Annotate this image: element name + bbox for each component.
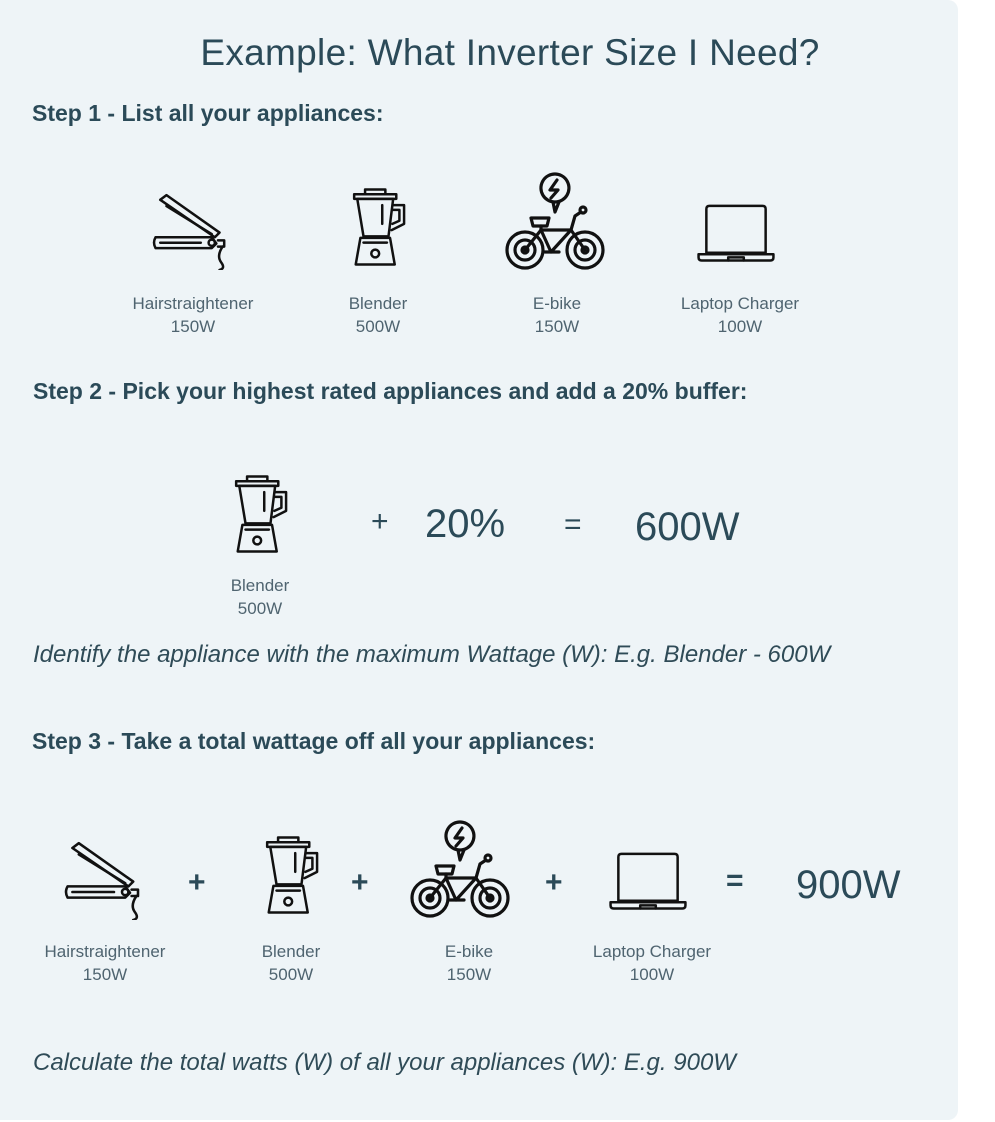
laptop-icon (602, 843, 694, 921)
step1-label-hairstraightener (113, 292, 273, 338)
step3-label-blender (231, 940, 351, 986)
plus-sign: + (371, 505, 389, 538)
appliance-name: Blender (261, 942, 321, 961)
e-bike-icon (410, 820, 510, 920)
appliance-name: Laptop Charger (680, 294, 800, 313)
equals-sign: = (564, 508, 582, 541)
step1-heading: Step 1 - List all your appliances: (32, 100, 384, 126)
appliance-name: E-bike (532, 294, 582, 313)
plus-sign: + (188, 866, 206, 899)
step2-note: Identify the appliance with the maximum Wattage (W): E.g. Blender - 600W (33, 641, 831, 668)
appliance-name: Hairstraightener (44, 942, 166, 961)
equals-sign: = (726, 864, 744, 897)
step2-heading: Step 2 - Pick your highest rated appliances and add a 20% buffer: (33, 378, 748, 404)
appliance-watts: 100W (717, 317, 763, 336)
step1-label-ebike (497, 292, 617, 338)
appliance-watts: 500W (268, 965, 314, 984)
plus-sign: + (545, 866, 563, 899)
appliance-watts: 150W (534, 317, 580, 336)
appliance-name: Laptop Charger (592, 942, 712, 961)
step3-result: 900W (796, 863, 901, 907)
appliance-watts: 100W (629, 965, 675, 984)
plus-sign: + (351, 866, 369, 899)
appliance-name: Blender (348, 294, 408, 313)
e-bike-icon (505, 172, 605, 272)
hair-straightener-icon (145, 192, 241, 270)
step3-label-ebike (409, 940, 529, 986)
hair-straightener-icon (58, 840, 154, 920)
blender-icon (250, 830, 328, 920)
step3-label-laptop-charger (572, 940, 732, 986)
page-title: Example: What Inverter Size I Need? (200, 32, 820, 73)
appliance-watts: 150W (82, 965, 128, 984)
blender-icon (337, 182, 415, 272)
step3-heading: Step 3 - Take a total wattage off all your appliances: (32, 728, 596, 754)
step1-label-laptop-charger (660, 292, 820, 338)
appliance-watts: 150W (446, 965, 492, 984)
blender-icon (219, 470, 297, 558)
appliance-name: Hairstraightener (132, 294, 254, 313)
appliance-watts: 500W (355, 317, 401, 336)
step1-label-blender (318, 292, 438, 338)
appliance-watts: 150W (170, 317, 216, 336)
appliance-watts: 500W (237, 599, 283, 618)
step3-label-hairstraightener (25, 940, 185, 986)
step3-note: Calculate the total watts (W) of all your appliances (W): E.g. 900W (33, 1049, 736, 1076)
step2-label-blender (200, 574, 320, 620)
laptop-icon (690, 195, 782, 273)
appliance-name: Blender (230, 576, 290, 595)
buffer-percent: 20% (425, 502, 506, 546)
appliance-name: E-bike (444, 942, 494, 961)
step2-result: 600W (635, 505, 740, 549)
